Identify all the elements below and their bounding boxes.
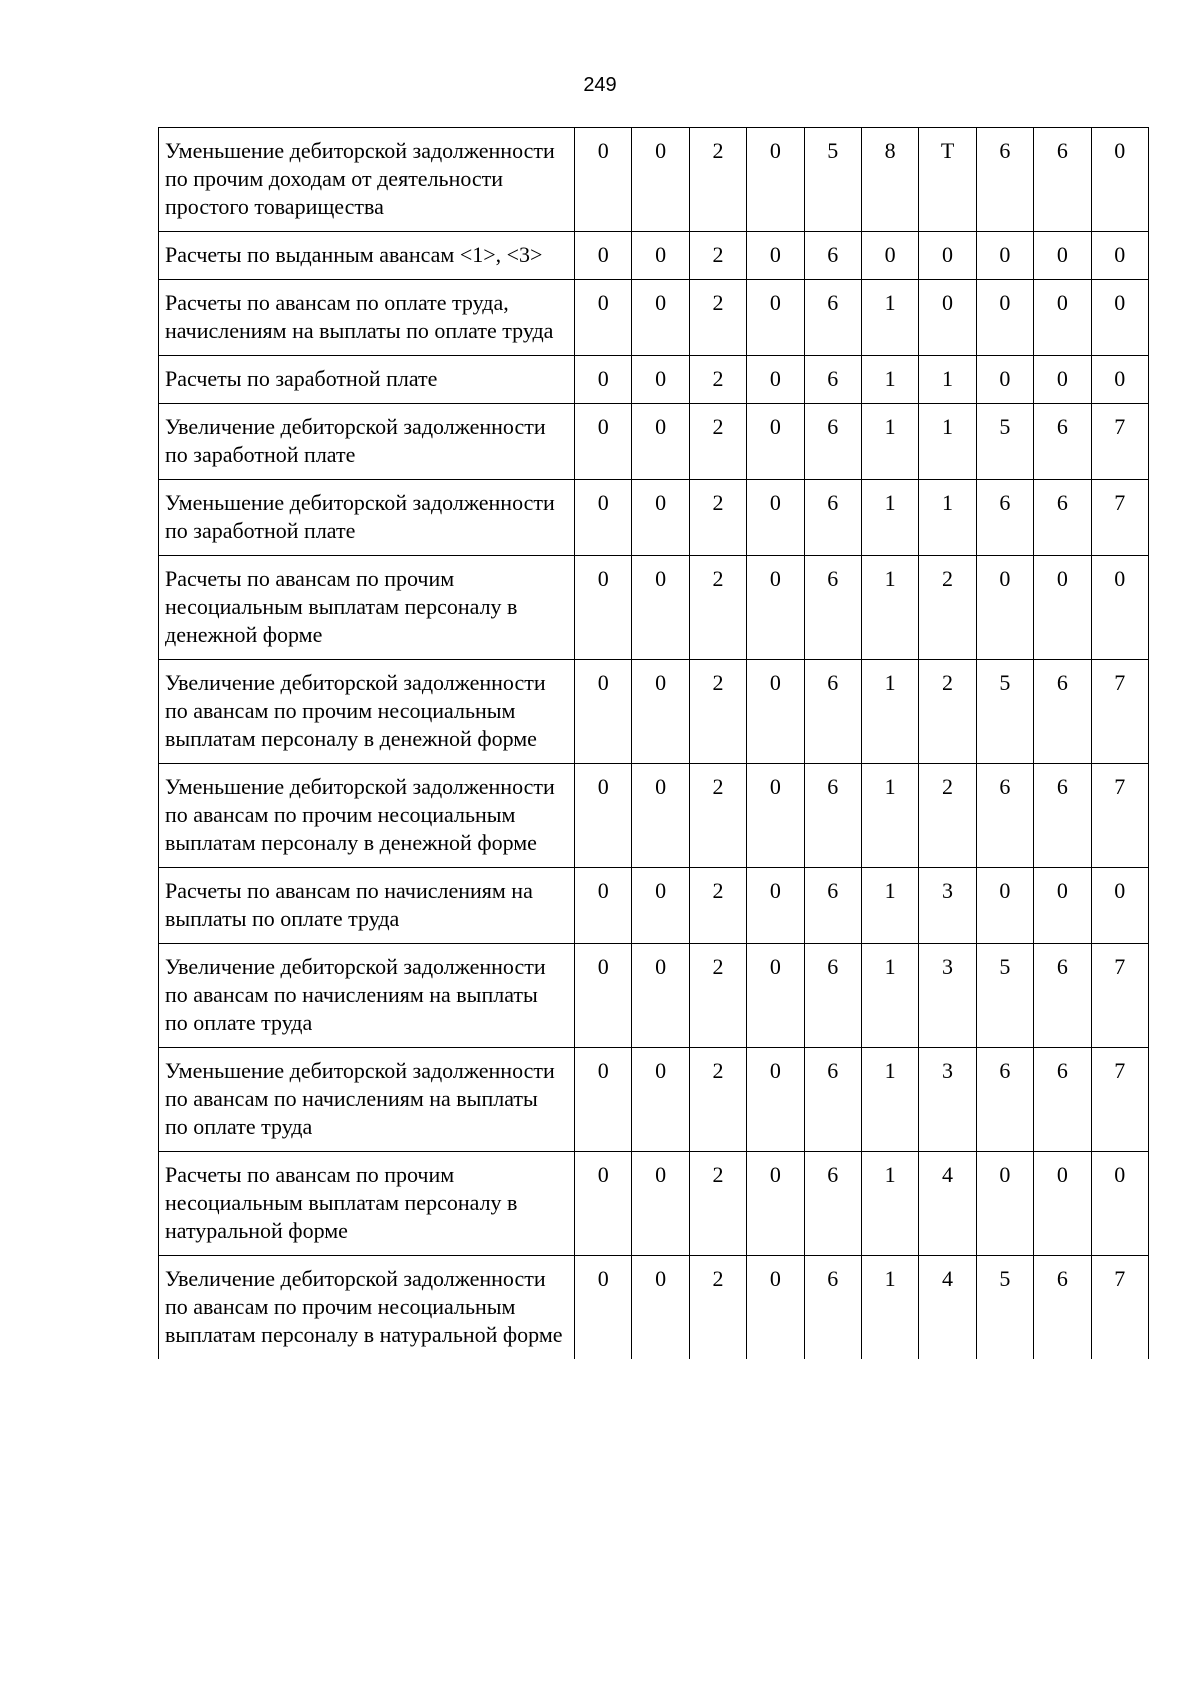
code-digit-cell: 6 [1034, 128, 1091, 232]
code-digit-cell: 0 [632, 764, 689, 868]
code-digit-cell: 5 [976, 1256, 1033, 1360]
code-digit-cell: 0 [1091, 1152, 1148, 1256]
code-digit-cell: 6 [804, 480, 861, 556]
code-digit-cell: 0 [632, 1048, 689, 1152]
code-digit-cell: 6 [804, 1152, 861, 1256]
code-digit-cell: 6 [976, 128, 1033, 232]
code-digit-cell: 6 [1034, 764, 1091, 868]
code-digit-cell: 0 [1034, 280, 1091, 356]
code-digit-cell: 0 [575, 1048, 632, 1152]
row-label: Расчеты по авансам по прочим несоциальным выплатам персоналу в натуральной форме [159, 1152, 575, 1256]
code-digit-cell: 5 [976, 660, 1033, 764]
code-digit-cell: 1 [861, 1256, 918, 1360]
table-row [159, 1048, 1149, 1152]
code-digit-cell: 6 [1034, 404, 1091, 480]
code-digit-cell: 6 [1034, 1256, 1091, 1360]
code-digit-cell: 0 [747, 356, 804, 404]
row-label: Расчеты по авансам по начислениям на выплаты по оплате труда [159, 868, 575, 944]
code-digit-cell: 2 [689, 1048, 746, 1152]
code-digit-cell: 0 [976, 356, 1033, 404]
table-row [159, 128, 1149, 232]
code-digit-cell: 2 [689, 232, 746, 280]
row-label: Расчеты по авансам по прочим несоциальным выплатам персоналу в денежной форме [159, 556, 575, 660]
code-digit-cell: 6 [804, 764, 861, 868]
code-digit-cell: 0 [919, 280, 976, 356]
table-row [159, 1256, 1149, 1360]
table-body [159, 128, 1149, 1360]
code-digit-cell: 1 [861, 404, 918, 480]
code-digit-cell: 0 [1091, 232, 1148, 280]
code-digit-cell: 1 [861, 480, 918, 556]
code-digit-cell: 0 [575, 356, 632, 404]
code-digit-cell: 2 [689, 660, 746, 764]
code-digit-cell: 2 [689, 556, 746, 660]
code-digit-cell: 1 [861, 944, 918, 1048]
code-digit-cell: 1 [861, 1048, 918, 1152]
code-digit-cell: 7 [1091, 764, 1148, 868]
code-digit-cell: 1 [861, 660, 918, 764]
code-digit-cell: 1 [861, 356, 918, 404]
code-digit-cell: 6 [976, 1048, 1033, 1152]
code-digit-cell: 0 [632, 944, 689, 1048]
code-digit-cell: 2 [919, 556, 976, 660]
code-digit-cell: 0 [919, 232, 976, 280]
code-digit-cell: 0 [575, 764, 632, 868]
code-digit-cell: 0 [747, 480, 804, 556]
code-digit-cell: 0 [632, 480, 689, 556]
code-digit-cell: 7 [1091, 660, 1148, 764]
code-digit-cell: 2 [689, 868, 746, 944]
code-digit-cell: 2 [689, 1256, 746, 1360]
code-digit-cell: 0 [1034, 556, 1091, 660]
code-digit-cell: 0 [575, 660, 632, 764]
table-row [159, 556, 1149, 660]
code-digit-cell: 0 [1034, 1152, 1091, 1256]
code-digit-cell: 6 [804, 556, 861, 660]
code-digit-cell: 7 [1091, 480, 1148, 556]
code-digit-cell: 0 [1034, 232, 1091, 280]
code-digit-cell: 6 [804, 1048, 861, 1152]
code-digit-cell: 0 [747, 556, 804, 660]
code-digit-cell: 6 [1034, 660, 1091, 764]
table-row [159, 232, 1149, 280]
code-digit-cell: 6 [804, 404, 861, 480]
row-label: Уменьшение дебиторской задолженности по прочим доходам от деятельности простого товарищества [159, 128, 575, 232]
code-digit-cell: 2 [689, 480, 746, 556]
code-digit-cell: 0 [747, 1256, 804, 1360]
code-digit-cell: 7 [1091, 404, 1148, 480]
code-digit-cell: 6 [804, 356, 861, 404]
row-label: Увеличение дебиторской задолженности по авансам по прочим несоциальным выплатам персоналу в натуральной форме [159, 1256, 575, 1360]
code-digit-cell: 0 [632, 404, 689, 480]
row-label: Увеличение дебиторской задолженности по авансам по начислениям на выплаты по оплате труда [159, 944, 575, 1048]
row-label: Уменьшение дебиторской задолженности по заработной плате [159, 480, 575, 556]
table-row [159, 404, 1149, 480]
code-digit-cell: 0 [575, 128, 632, 232]
code-digit-cell: 6 [804, 944, 861, 1048]
code-digit-cell: 0 [575, 1256, 632, 1360]
code-digit-cell: 0 [747, 280, 804, 356]
code-digit-cell: 0 [976, 868, 1033, 944]
code-digit-cell: 6 [976, 764, 1033, 868]
code-digit-cell: 1 [861, 280, 918, 356]
table-row [159, 660, 1149, 764]
code-digit-cell: 1 [861, 868, 918, 944]
code-digit-cell: 2 [919, 764, 976, 868]
code-digit-cell: 0 [632, 232, 689, 280]
code-digit-cell: 7 [1091, 1256, 1148, 1360]
code-digit-cell: 0 [747, 660, 804, 764]
code-digit-cell: 0 [1091, 280, 1148, 356]
code-digit-cell: 0 [1034, 356, 1091, 404]
code-digit-cell: 5 [976, 944, 1033, 1048]
table-row [159, 480, 1149, 556]
row-label: Расчеты по выданным авансам <1>, <3> [159, 232, 575, 280]
code-digit-cell: 6 [804, 1256, 861, 1360]
code-digit-cell: 0 [747, 1152, 804, 1256]
code-digit-cell: 3 [919, 944, 976, 1048]
code-digit-cell: 6 [804, 868, 861, 944]
code-digit-cell: 1 [861, 764, 918, 868]
code-digit-cell: 0 [747, 128, 804, 232]
code-digit-cell: 2 [689, 764, 746, 868]
code-digit-cell: 0 [632, 280, 689, 356]
code-digit-cell: 4 [919, 1256, 976, 1360]
code-digit-cell: 0 [1091, 128, 1148, 232]
code-digit-cell: 0 [575, 404, 632, 480]
code-digit-cell: 2 [689, 128, 746, 232]
table-row [159, 1152, 1149, 1256]
row-label: Расчеты по авансам по оплате труда, начислениям на выплаты по оплате труда [159, 280, 575, 356]
code-digit-cell: 0 [976, 232, 1033, 280]
code-digit-cell: Т [919, 128, 976, 232]
code-digit-cell: 0 [632, 1152, 689, 1256]
code-digit-cell: 5 [804, 128, 861, 232]
code-digit-cell: 0 [747, 404, 804, 480]
code-digit-cell: 7 [1091, 1048, 1148, 1152]
code-digit-cell: 0 [632, 868, 689, 944]
code-digit-cell: 0 [747, 944, 804, 1048]
code-digit-cell: 0 [747, 1048, 804, 1152]
code-digit-cell: 0 [747, 868, 804, 944]
table-row [159, 764, 1149, 868]
code-digit-cell: 0 [632, 356, 689, 404]
code-digit-cell: 0 [575, 280, 632, 356]
code-digit-cell: 6 [804, 232, 861, 280]
code-digit-cell: 0 [1091, 868, 1148, 944]
code-digit-cell: 0 [1034, 868, 1091, 944]
code-digit-cell: 1 [861, 556, 918, 660]
code-digit-cell: 1 [919, 480, 976, 556]
code-digit-cell: 6 [804, 280, 861, 356]
code-digit-cell: 0 [575, 480, 632, 556]
code-digit-cell: 0 [575, 1152, 632, 1256]
code-digit-cell: 2 [689, 356, 746, 404]
code-digit-cell: 3 [919, 868, 976, 944]
code-digit-cell: 8 [861, 128, 918, 232]
code-digit-cell: 0 [632, 660, 689, 764]
code-digit-cell: 6 [1034, 1048, 1091, 1152]
code-digit-cell: 0 [747, 232, 804, 280]
code-digit-cell: 0 [1091, 556, 1148, 660]
code-digit-cell: 2 [689, 404, 746, 480]
code-digit-cell: 2 [919, 660, 976, 764]
code-digit-cell: 0 [575, 232, 632, 280]
code-digit-cell: 0 [861, 232, 918, 280]
code-digit-cell: 5 [976, 404, 1033, 480]
code-digit-cell: 6 [976, 480, 1033, 556]
code-digit-cell: 6 [804, 660, 861, 764]
code-digit-cell: 0 [632, 556, 689, 660]
code-digit-cell: 2 [689, 1152, 746, 1256]
code-digit-cell: 0 [575, 944, 632, 1048]
account-code-table [158, 127, 1149, 1359]
code-digit-cell: 4 [919, 1152, 976, 1256]
code-digit-cell: 0 [976, 280, 1033, 356]
code-digit-cell: 7 [1091, 944, 1148, 1048]
table-row [159, 868, 1149, 944]
row-label: Увеличение дебиторской задолженности по авансам по прочим несоциальным выплатам персоналу в денежной форме [159, 660, 575, 764]
code-digit-cell: 2 [689, 280, 746, 356]
code-digit-cell: 0 [575, 556, 632, 660]
page-number: 249 [583, 74, 617, 96]
code-digit-cell: 6 [1034, 944, 1091, 1048]
row-label: Увеличение дебиторской задолженности по заработной плате [159, 404, 575, 480]
row-label: Расчеты по заработной плате [159, 356, 575, 404]
code-digit-cell: 1 [861, 1152, 918, 1256]
code-digit-cell: 0 [976, 1152, 1033, 1256]
code-digit-cell: 0 [1091, 356, 1148, 404]
table-row [159, 944, 1149, 1048]
code-digit-cell: 0 [632, 1256, 689, 1360]
code-digit-cell: 0 [632, 128, 689, 232]
row-label: Уменьшение дебиторской задолженности по авансам по начислениям на выплаты по оплате труда [159, 1048, 575, 1152]
table-row [159, 356, 1149, 404]
code-digit-cell: 1 [919, 356, 976, 404]
code-digit-cell: 3 [919, 1048, 976, 1152]
row-label: Уменьшение дебиторской задолженности по авансам по прочим несоциальным выплатам персоналу в денежной форме [159, 764, 575, 868]
code-digit-cell: 6 [1034, 480, 1091, 556]
code-digit-cell: 0 [747, 764, 804, 868]
code-digit-cell: 0 [976, 556, 1033, 660]
code-digit-cell: 1 [919, 404, 976, 480]
code-digit-cell: 0 [575, 868, 632, 944]
code-digit-cell: 2 [689, 944, 746, 1048]
table-row [159, 280, 1149, 356]
